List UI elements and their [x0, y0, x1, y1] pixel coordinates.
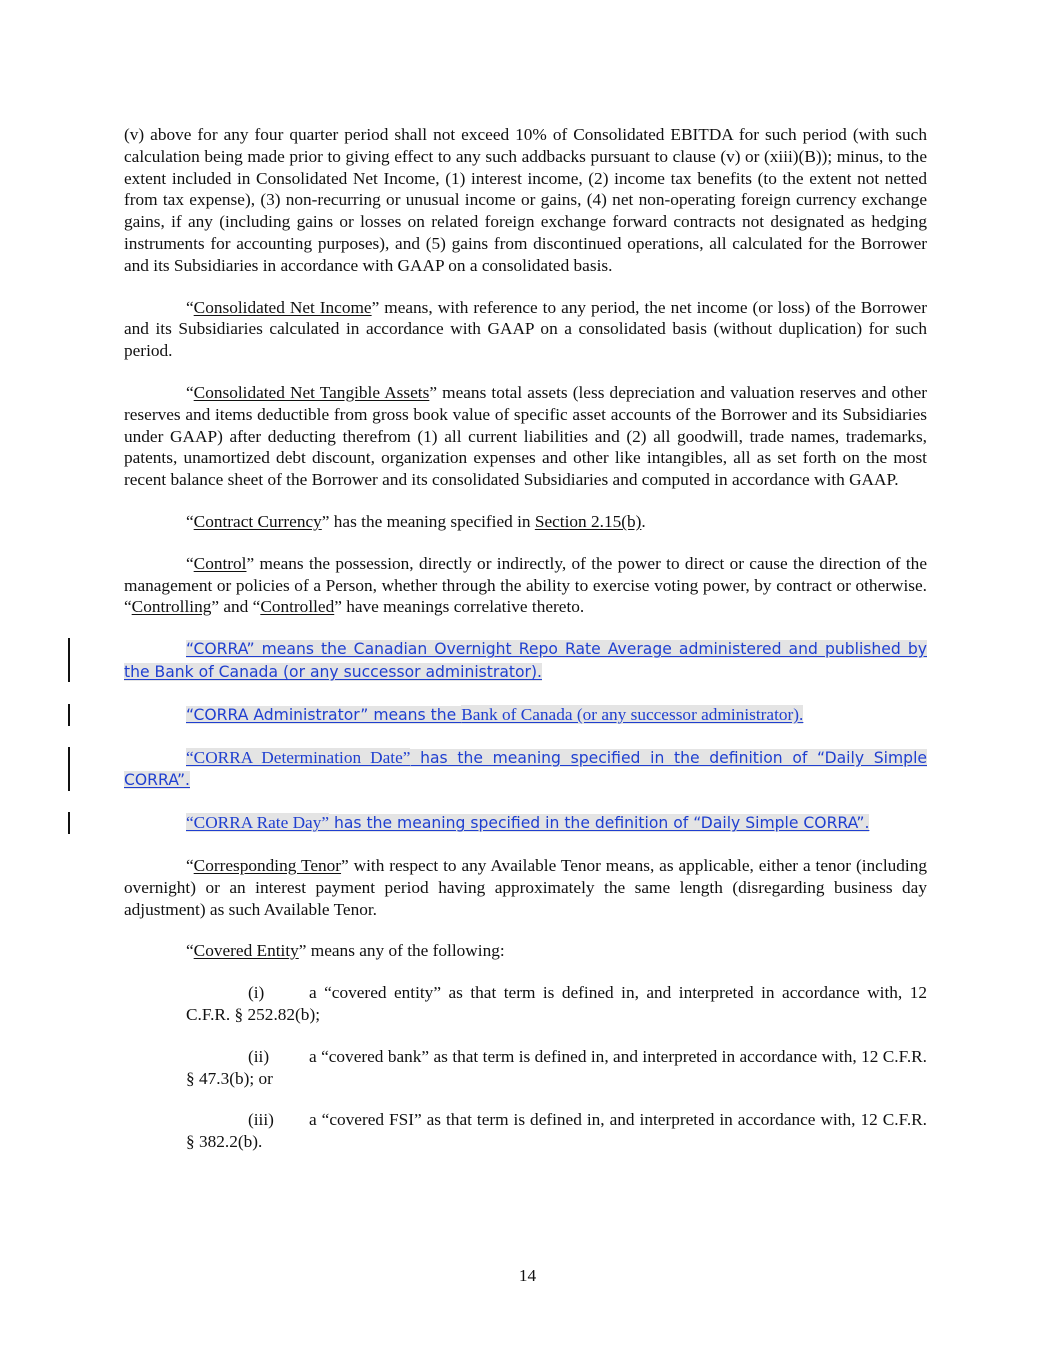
- definition-text: ” means any of the following:: [298, 941, 505, 961]
- definition-control: [124, 553, 927, 618]
- definition-corra-determination-date: [124, 747, 927, 793]
- definition-text: ” means total assets (less depreciation and valuation reserves and other reserves and items deductible from gross book value of specific asset accounts of the Borrower and its Subsidiaries under GAAP) after deducting therefrom (1) all current liabilities and (2) all goodwill, trade names, trademarks, patents, unamortized debt discount, organization expenses and other like intangibles, all as set forth on the most recent balance sheet of the Borrower and its consolidated Subsidiaries and computed in accordance with GAAP.: [124, 382, 927, 490]
- inserted-text: “CORRA Determination Date”: [186, 747, 411, 767]
- definition-corresponding-tenor: [124, 855, 927, 920]
- item-number: (iii): [248, 1110, 274, 1130]
- change-bar: [68, 812, 70, 834]
- continuation-paragraph: (v) above for any four quarter period shall not exceed 10% of Consolidated EBITDA for such period (with such calculation being made prior to giving effect to any such addbacks pursuant to clause (v) or (xiii)(B)); minus, to the extent included in Consolidated Net Income, (1) interest income, (2) income tax benefits (to the extent not netted from tax expense), (3) non-recurring or unusual income or gains, (4) net non-operating foreign currency exchange gains, if any (including gains or losses on related foreign exchange forward contracts not designated as hedging instruments for accounting purposes), and (5) gains from discontinued operations, all calculated for the Borrower and its Subsidiaries in accordance with GAAP on a consolidated basis.: [124, 125, 927, 275]
- revision-block-corra: [124, 638, 927, 684]
- open-quote: “: [186, 382, 194, 402]
- item-text: a “covered bank” as that term is defined in, and interpreted in accordance with, 12 C.F.R. § 47.3(b); or: [186, 1046, 927, 1088]
- definition-text: ” has the meaning specified in: [321, 511, 535, 531]
- open-quote: “: [186, 941, 194, 961]
- item-number: (i): [248, 983, 265, 1003]
- change-bar: [68, 638, 70, 682]
- definition-text: ” with respect to any Available Tenor means, as applicable, either a tenor (including overnight) or an interest payment period having approximately the same length (disregarding business day adjustment) as such Available Tenor.: [124, 855, 927, 919]
- open-quote: “: [186, 553, 194, 573]
- inserted-text: “CORRA” means the Canadian Overnight Repo Rate Average administered and published by the Bank of Canada (or any successor administrator).: [124, 640, 927, 681]
- change-bar: [68, 747, 70, 791]
- inserted-text: has the meaning specified in the definition of “Daily Simple CORRA”.: [329, 814, 870, 833]
- open-quote: “: [186, 855, 194, 875]
- defined-term: Contract Currency: [193, 511, 322, 531]
- open-quote: “: [186, 297, 194, 317]
- definition-corra-rate-day: [124, 812, 927, 835]
- defined-term-controlled: Controlled: [260, 597, 335, 617]
- inserted-text: has the meaning specified in the definition of “Daily Simple CORRA”.: [124, 748, 927, 790]
- definition-end: .: [641, 511, 646, 531]
- change-bar: [68, 704, 70, 726]
- definition-corra: [124, 638, 927, 684]
- definition-consolidated-net-income: [124, 297, 927, 362]
- revision-block-corra-rate-day: [124, 812, 927, 835]
- item-text: a “covered entity” as that term is defined in, and interpreted in accordance with, 12 C.F.R. § 252.82(b);: [186, 983, 927, 1024]
- definition-text: ” and “: [211, 597, 261, 617]
- item-number: (ii): [248, 1046, 270, 1066]
- definition-text: ” means the possession, directly or indirectly, of the power to direct or cause the direction of the management or policies of a Person, whether through the ability to exercise voting power, by contract or otherwise. “: [124, 553, 927, 617]
- definition-corra-administrator: [124, 704, 927, 727]
- section-reference: Section 2.15(b): [534, 511, 642, 531]
- list-item: [186, 1046, 927, 1090]
- defined-term: Control: [193, 553, 247, 573]
- definition-text: ” means, with reference to any period, the net income (or loss) of the Borrower and its Subsidiaries calculated in accordance with GAAP on a consolidated basis (without duplication) for such period.: [124, 297, 927, 361]
- inserted-text: Bank of Canada (or any successor administrator).: [461, 704, 804, 724]
- item-text: a “covered FSI” as that term is defined in, and interpreted in accordance with, 12 C.F.R. § 382.2(b).: [186, 1110, 927, 1152]
- defined-term: Covered Entity: [193, 941, 299, 961]
- definition-covered-entity: [124, 940, 927, 962]
- document-body: [124, 124, 927, 1173]
- revision-block-corra-determination-date: [124, 747, 927, 793]
- definition-end: ” have meanings correlative thereto.: [334, 597, 585, 617]
- defined-term: Corresponding Tenor: [193, 855, 342, 875]
- list-item: [186, 1109, 927, 1153]
- defined-term: Consolidated Net Income: [193, 297, 372, 317]
- page-number: 14: [518, 1266, 537, 1285]
- inserted-text: “CORRA Administrator” means the: [186, 705, 462, 724]
- open-quote: “: [186, 511, 194, 531]
- defined-term-controlling: Controlling: [131, 597, 212, 617]
- list-item: [186, 982, 927, 1026]
- defined-term: Consolidated Net Tangible Assets: [193, 382, 430, 402]
- definition-contract-currency: [124, 511, 927, 533]
- revision-block-corra-administrator: [124, 704, 927, 727]
- definition-consolidated-net-tangible-assets: [124, 382, 927, 491]
- inserted-text: “CORRA Rate Day”: [186, 813, 330, 833]
